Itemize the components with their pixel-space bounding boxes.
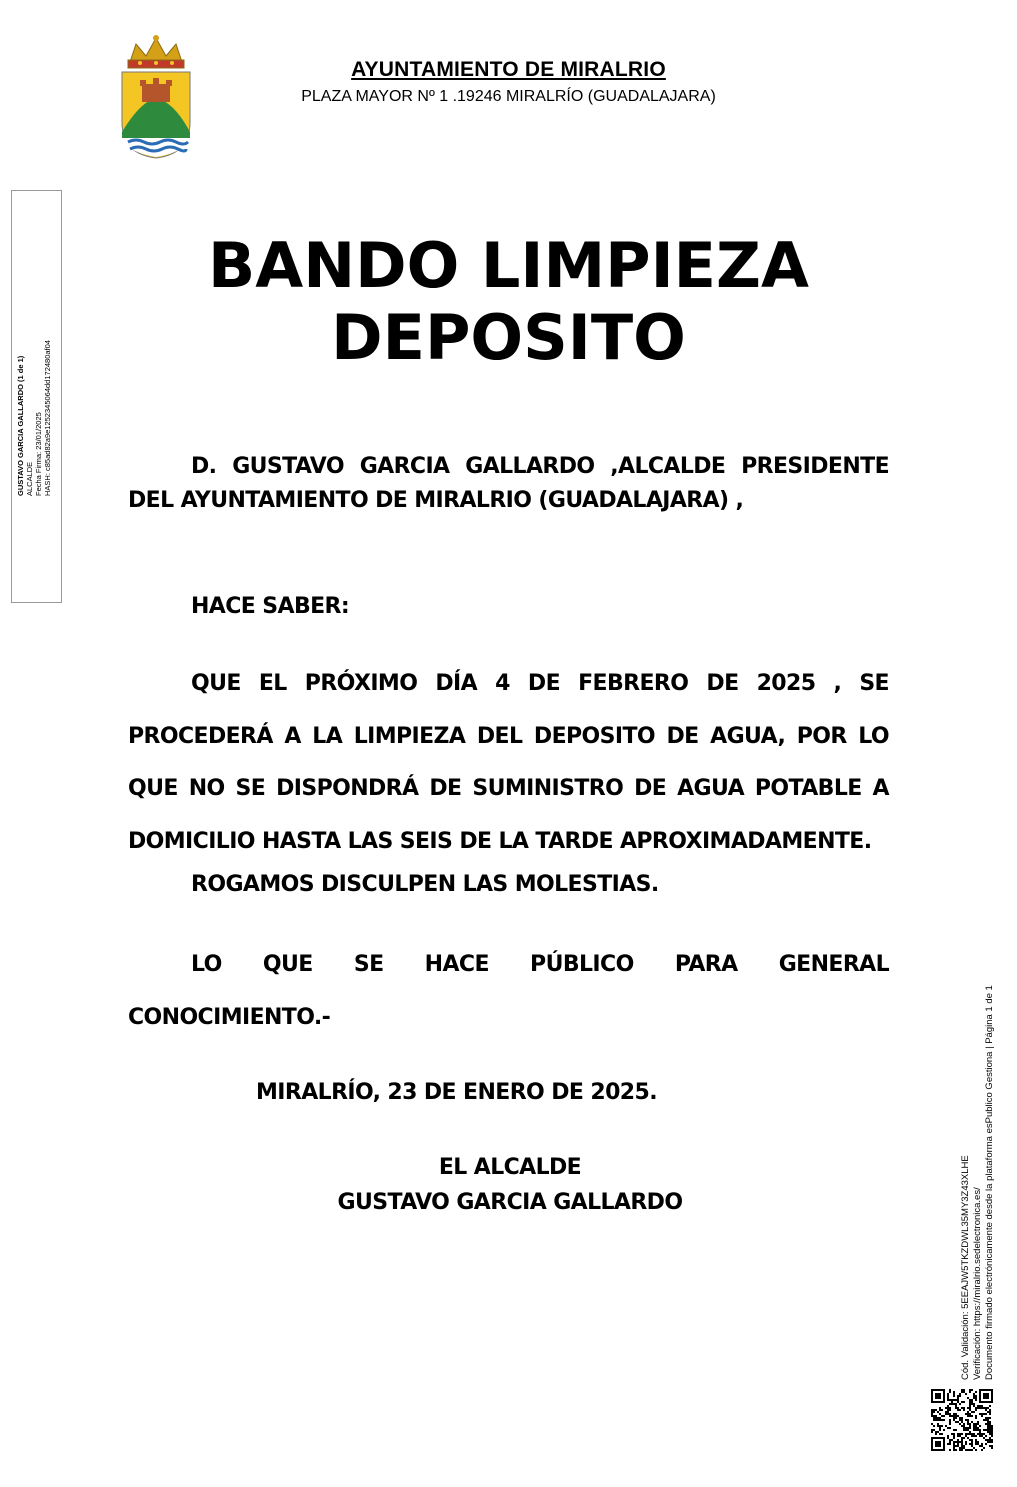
notice-paragraph: QUE EL PRÓXIMO DÍA 4 DE FEBRERO DE 2025 , SE PROCEDERÁ A LA LIMPIEZA DEL DEPOSITO DE AGUA, POR LO QUE NO SE DISPONDRÁ DE SUMINISTRO DE AGUA POTABLE A DOMICILIO HASTA LAS SEIS DE LA TARDE APROXIMADAMENTE. <box>128 671 889 854</box>
verification-text <box>960 985 996 1380</box>
signature-role: EL ALCALDE <box>438 1155 582 1180</box>
header-title <box>0 58 1017 82</box>
stamp-date-line: Fecha Firma: 23/01/2025 <box>34 412 43 496</box>
date-line: MIRALRÍO, 23 DE ENERO DE 2025. <box>256 1080 657 1105</box>
apology-paragraph: ROGAMOS DISCULPEN LAS MOLESTIAS. <box>191 872 659 897</box>
verification-platform: Documento firmado electrónicamente desde la plataforma esPublico Gestiona | Página 1 de 1 <box>984 985 995 1380</box>
hace-saber-paragraph: HACE SABER: <box>191 594 350 619</box>
signature-name: GUSTAVO GARCIA GALLARDO <box>337 1190 683 1215</box>
stamp-hash-line: HASH: c85ad82a9e1252345064dd172480af04 <box>43 340 52 496</box>
title-line-2: DEPOSITO <box>331 301 686 374</box>
closing-paragraph: LO QUE SE HACE PÚBLICO PARA GENERAL CONOCIMIENTO.- <box>128 952 889 1030</box>
verification-code: Cód. Validación: 5EEAJW5TKZDWL35MY3Z43XLHE <box>960 1155 971 1380</box>
header-address: PLAZA MAYOR Nº 1 .19246 MIRALRÍO (GUADALAJARA) <box>301 88 716 105</box>
signature-block <box>290 1150 730 1220</box>
stamp-name-line: GUSTAVO GARCIA GALLARDO (1 de 1) <box>16 355 25 496</box>
stamp-role-line: ALCALDE <box>25 461 34 496</box>
qr-code-graphic <box>931 1389 993 1451</box>
verification-url: Verificación: https://miralrio.sedelectronica.es/ <box>972 1187 983 1380</box>
header-title-text: AYUNTAMIENTO DE MIRALRIO <box>351 58 666 81</box>
qr-code-icon <box>931 1389 993 1451</box>
intro-paragraph: D. GUSTAVO GARCIA GALLARDO ,ALCALDE PRESIDENTE DEL AYUNTAMIENTO DE MIRALRIO (GUADALAJARA) , <box>128 454 889 513</box>
document-title <box>0 230 1017 374</box>
title-line-1: BANDO LIMPIEZA <box>208 229 809 302</box>
